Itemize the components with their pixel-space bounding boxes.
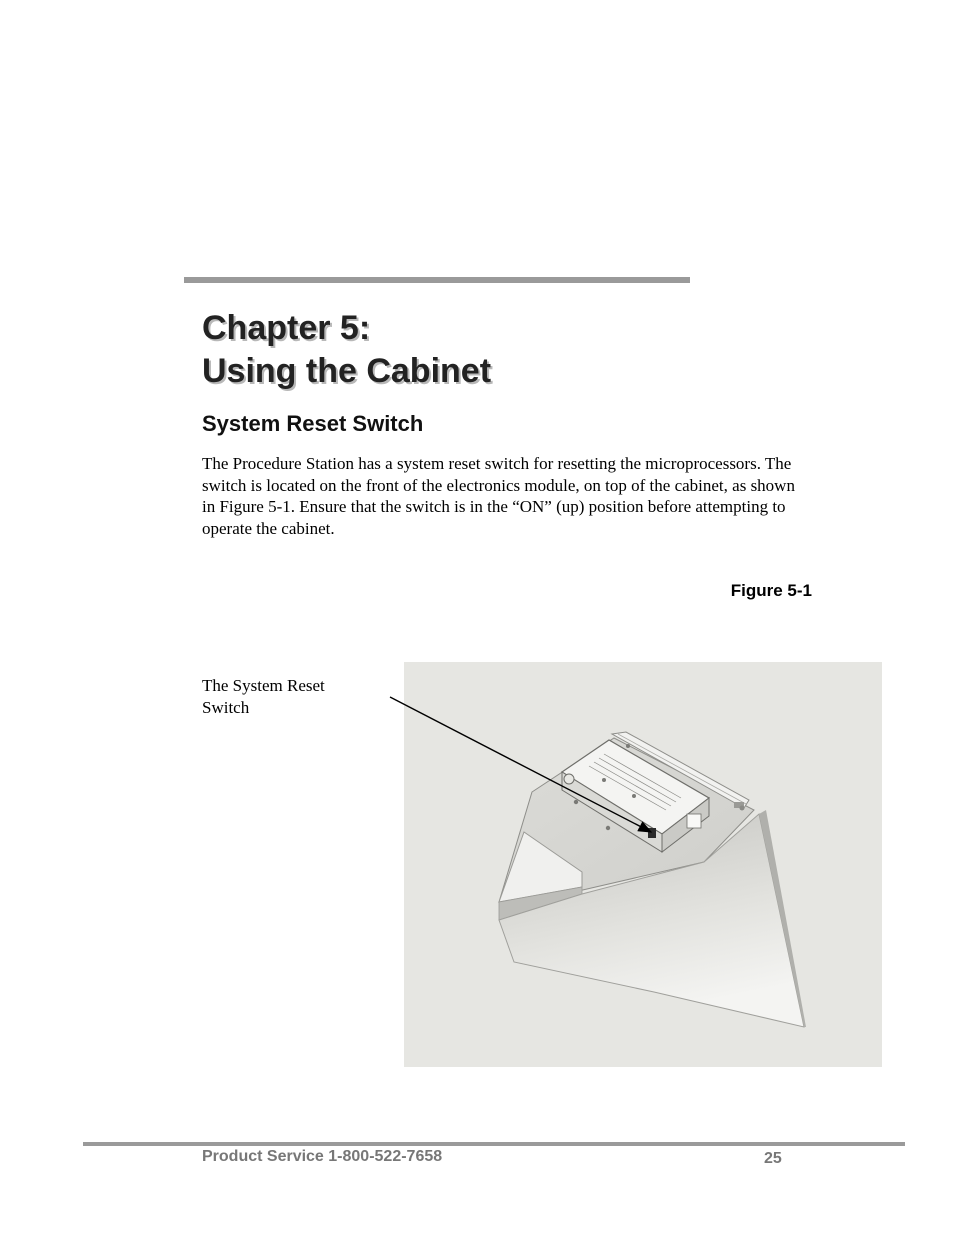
page-number: 25 [764, 1150, 782, 1167]
figure-caption: Figure 5-1 [730, 581, 812, 600]
section-heading: System Reset Switch [202, 411, 424, 436]
footer-product-service: Product Service 1-800-522-7658 [202, 1148, 443, 1165]
callout-label: The System Reset Switch [202, 676, 325, 717]
chapter-top-rule [184, 277, 690, 283]
section-body: The Procedure Station has a system reset switch for resetting the microprocessors. The switch is located on the front of the electronics module, on top of the cabinet, as shown in Figure 5-1. Ensure that the switch is in the “ON” (up) position before attempting to operate the cabinet. [202, 454, 795, 539]
footer-rule [83, 1142, 905, 1146]
cabinet-illustration [404, 662, 882, 1067]
chapter-number: Chapter 5: [202, 309, 371, 347]
chapter-name: Using the Cabinet [202, 352, 492, 390]
chapter-title [202, 307, 491, 393]
